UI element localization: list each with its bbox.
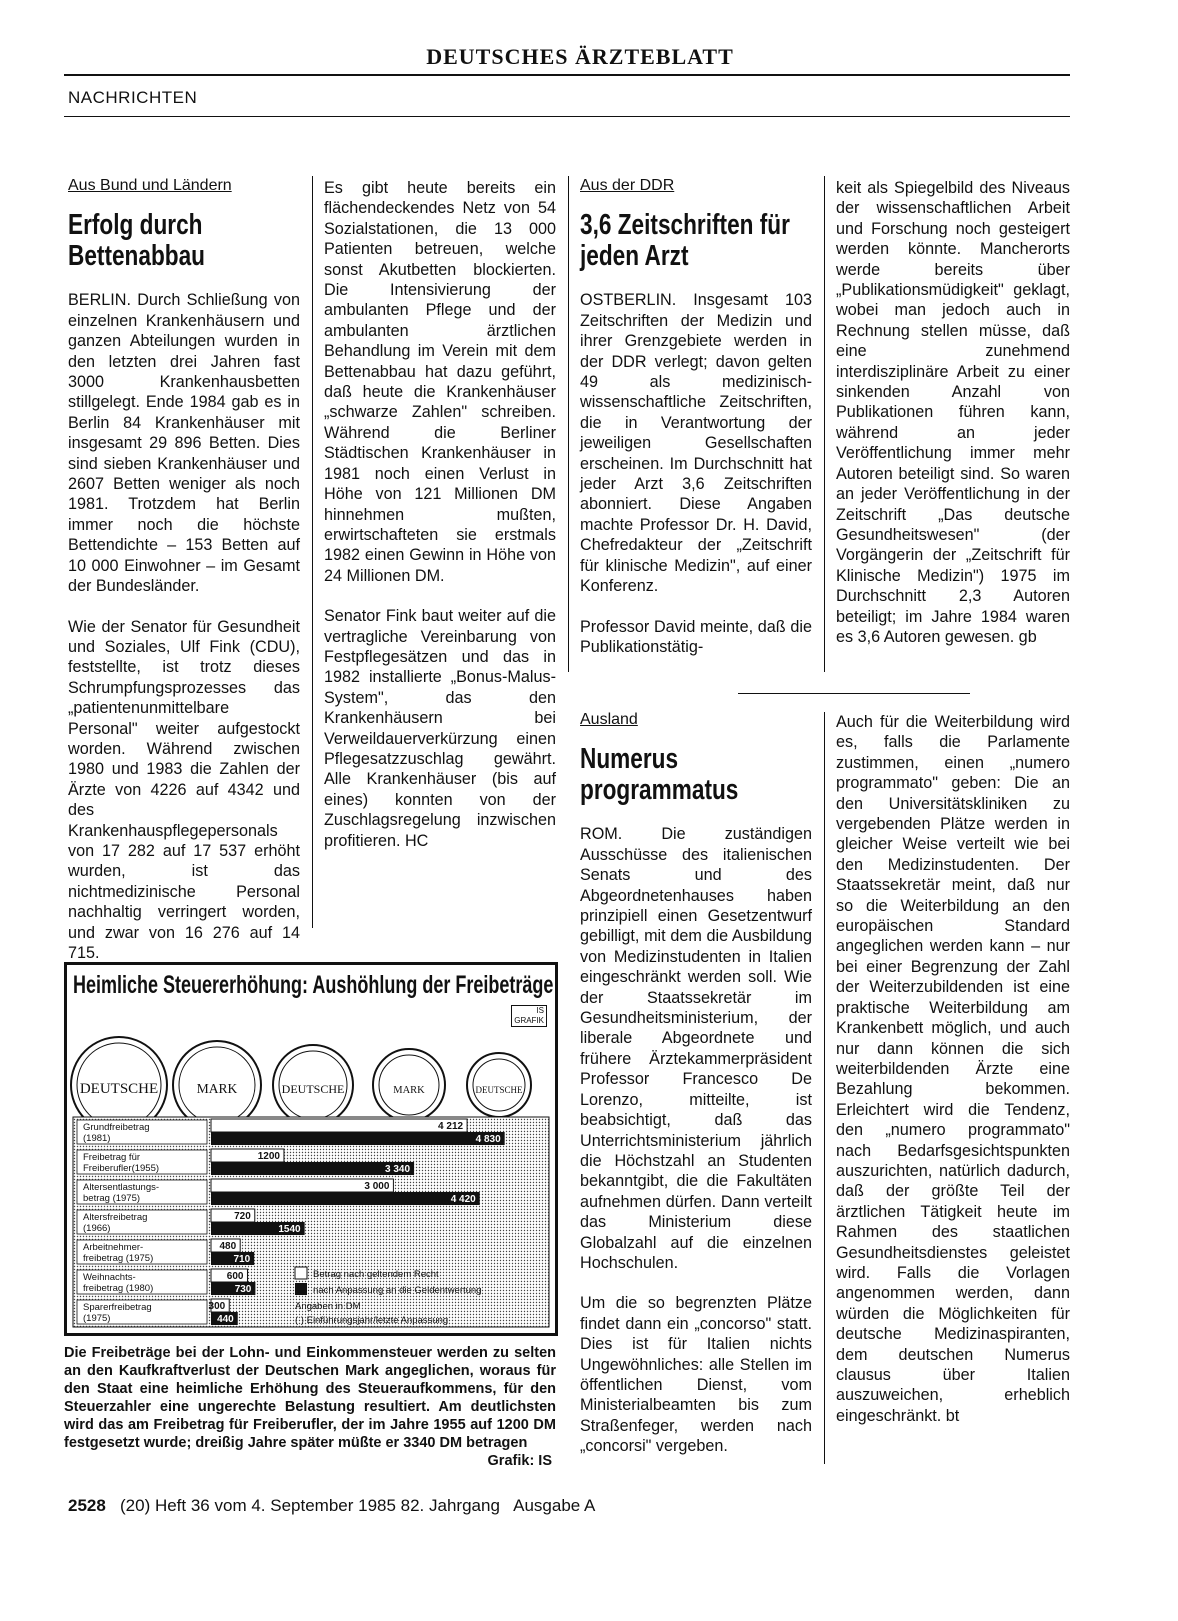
article1-paragraph: Es gibt heute bereits ein flächendeckendes Netz von 54 Sozialstationen, die 13 000 Patienten betreuen, welche sonst Akutbetten blockierten. Die Intensivierung der ambulanten Pflege und der ambulanten ärztlichen Behandlung im Verein mit dem Bettenabbau hat dazu geführt, daß heute die Krankenhäuser „schwarze Zahlen" schreiben. Während die Berliner Städtischen Krankenhäuser in 1981 noch einen Verlust in Höhe von 121 Millionen DM hinnehmen mußten, erwirtschafteten sie erstmals 1982 einen Gewinn in Höhe von 24 Millionen DM.	[324, 179, 556, 585]
bar-value-label: 720	[234, 1211, 251, 1222]
category-label: Freiberufler(1955)	[83, 1163, 160, 1174]
legend-swatch-current	[295, 1267, 307, 1279]
section-rule	[64, 116, 1070, 117]
article-separator	[738, 693, 970, 694]
article1-headline: Erfolg durch Bettenabbau	[68, 209, 205, 273]
article2-column4	[836, 178, 1070, 647]
article2-headline: 3,6 Zeitschriften für jeden Arzt	[580, 209, 790, 273]
category-label: (1981)	[83, 1133, 111, 1144]
bar-value-label: 3 000	[364, 1181, 390, 1192]
bar-value-label: 300	[208, 1301, 226, 1312]
coin-text: DEUTSCHE	[281, 1082, 345, 1096]
coin-text: DEUTSCHE	[79, 1081, 159, 1097]
category-label: Grundfreibetrag	[83, 1122, 150, 1133]
bar-value-label: 440	[217, 1314, 234, 1325]
category-label: Sparerfreibetrag	[83, 1302, 152, 1313]
legend-label: Betrag nach geltendem Recht	[313, 1269, 439, 1280]
category-label: Weihnachts-	[83, 1272, 136, 1283]
bar-chart	[67, 965, 555, 1333]
category-label: Altersentlastungs-	[83, 1182, 160, 1193]
legend-label: nach Anpassung an die Geldentwertung	[313, 1285, 482, 1296]
article1-paragraph: Wie der Senator für Gesundheit und Soziales, Ulf Fink (CDU), feststellte, ist trotz dieses Schrumpfungsprozesses das „patientenunmittelbare Personal" weiter aufgestockt worden. Während zwischen 1980 und 1983 die Zahlen der Ärzte von 4226 auf 4342 und des Krankenhauspflegepersonals von 17 282 auf 17 537 erhöht wurden, ist das nichtmedizinische Personal nachhaltig verringert worden, und zwar von 16 276 auf 14 715.	[68, 617, 300, 962]
coin-text: DEUTSCHE	[475, 1085, 523, 1095]
article3-headline: Numerus programmatus	[580, 743, 739, 807]
column-divider	[824, 712, 825, 1464]
bar-value-label: 4 212	[438, 1121, 464, 1132]
masthead: DEUTSCHES ÄRZTEBLATT	[426, 44, 734, 69]
article2-paragraph: Professor David meinte, daß die Publikationstätig-	[580, 617, 812, 656]
article3-column3	[580, 710, 812, 1457]
article1-kicker: Aus Bund und Ländern	[68, 177, 232, 194]
bar-value-label: 730	[234, 1284, 252, 1295]
article2-kicker: Aus der DDR	[580, 177, 675, 194]
bar-adjusted	[211, 1132, 505, 1145]
bar-value-label: 1540	[278, 1224, 301, 1235]
page-footer	[68, 1496, 595, 1516]
article1-paragraph: Senator Fink baut weiter auf die vertragliche Vereinbarung von Festpflegesätzen und das in 1982 installierte „Bonus-Malus-System", das den Krankenhäusern bei Verweildauerverkürzung einen Pflegesatzzuschlag gewährt. Alle Krankenhäuser (bis auf eines) konnten von der Zuschlagsregelung inzwischen profitieren. HC	[324, 607, 556, 850]
masthead-rule	[64, 74, 1070, 76]
edition-info: Ausgabe A	[513, 1496, 596, 1515]
bar-value-label: 1200	[257, 1151, 280, 1162]
article2-paragraph: OSTBERLIN. Insgesamt 103 Zeitschriften der Medizin und ihrer Grenzgebiete werden in der DDR verlegt; davon gelten 49 als medizinisch-wissenschaftliche Zeitschriften, die in Verantwortung der jeweiligen Gesellschaften erscheinen. Im Durchschnitt hat jeder Arzt 3,6 Zeitschriften abonniert. Diese Angaben machte Professor Dr. H. David, Chefredakteur der „Zeitschrift für klinische Medizin", auf einer Konferenz.	[580, 291, 812, 596]
logo-text: GRAFIK	[514, 1016, 544, 1025]
coin-text: MARK	[393, 1085, 425, 1096]
legend-swatch-adjusted	[295, 1283, 307, 1295]
chart-title: Heimliche Steuererhöhung: Aushöhlung der Freibeträge	[73, 971, 554, 999]
article1-paragraph: BERLIN. Durch Schließung von einzelnen Krankenhäusern und ganzen Abteilungen wurden in den letzten drei Jahren fast 3000 Krankenhausbetten stillgelegt. Ende 1984 gab es in Berlin 84 Krankenhäuser mit insgesamt 29 896 Betten. Dies sind sieben Krankenhäuser und 2607 Betten weniger als noch 1981. Trotzdem hat Berlin immer noch die höchste Bettendichte – 153 Betten auf 10 000 Einwohner – im Gesamt der Bundesländer.	[68, 291, 300, 596]
article2-paragraph: keit als Spiegelbild des Niveaus der wissenschaftlichen Arbeit und Forschung noch gesteigert werden könnte. Mancherorts werde bereits über „Publikationsmüdigkeit" geklagt, wobei man jedoch auch in Rechnung stellen müsse, daß eine zunehmend interdisziplinäre Arbeit zu einer sinkenden Anzahl von Publikationen führen kann, während an jeder Veröffentlichung immer mehr Autoren beteiligt sind. So waren an jeder Veröffentlichung in der Zeitschrift „Das deutsche Gesundheitswesen" (der Vorgängerin der „Zeitschrift für Klinische Medizin") 1975 im Durchschnitt 2,3 Autoren beteiligt; im Jahre 1984 waren es 3,6 Autoren gewesen. gb	[836, 179, 1070, 646]
category-label: (1966)	[83, 1223, 111, 1234]
tax-allowance-graphic	[64, 962, 558, 1336]
graphic-credit: Grafik: IS	[487, 1453, 552, 1469]
bar-adjusted	[211, 1162, 414, 1175]
category-label: freibetrag (1975)	[83, 1253, 154, 1264]
caption-text: Die Freibeträge bei der Lohn- und Einkommensteuer werden zu selten an den Kaufkraftverlust der Deutschen Mark angeglichen, woraus für den Staat eine heimliche Erhöhung des Steueraufkommens, für den Steuerzahler eine ungerechte Belastung resultiert. Am deutlichsten wird das am Freibetrag für Freiberufler, der im Jahre 1955 auf 1200 DM festgesetzt wurde; dreißig Jahre später müßte er 3340 DM betragen	[64, 1345, 556, 1451]
coin-text: MARK	[196, 1081, 238, 1096]
bar-current-law	[211, 1119, 467, 1132]
article2-column3	[580, 176, 812, 657]
bar-value-label: 480	[219, 1241, 237, 1252]
legend-note: Angaben in DM	[295, 1301, 361, 1312]
legend-note: ( ) Einführungsjahr/letzte Anpassung	[295, 1315, 449, 1326]
logo-text: IS	[536, 1006, 544, 1015]
section-label: NACHRICHTEN	[68, 88, 198, 107]
article1-column1	[68, 176, 300, 963]
bar-value-label: 4 830	[475, 1134, 501, 1145]
article3-kicker: Ausland	[580, 711, 638, 728]
bar-value-label: 4 420	[450, 1194, 476, 1205]
column-divider	[824, 176, 825, 672]
article3-paragraph: Auch für die Weiterbildung wird es, falls die Parlamente zustimmen, einen „numero programmato" geben: Die an den Universitätskliniken zu vergebenden Plätze werden in gleicher Weise verteilt wie bei den Medizinstudenten. Der Staatssekretär meint, daß nur so die Weiterbildung an den europäischen Standard angeglichen werden kann – nur bei einer Begrenzung der Zahl der Weiterzubildenden ist eine praktische Weiterbildung am Krankenbett möglich, und auch nur dann können die sich weiterbildenden Ärzte eine Bezahlung bekommen. Erleichtert wird die Tendenz, den „numero programmato" nach Bedarfsgesichtspunkten auszurichten, natürlich dadurch, daß der größte Teil der ärztlichen Tätigkeit heute im Rahmen des staatlichen Gesundheitsdienstes geleistet wird. Falls die Vorlagen angenommen werden, dann würden die Möglichkeiten für deutsche Medizinaspiranten, dem deutschen Numerus clausus über Italien auszuweichen, erheblich eingeschränkt. bt	[836, 713, 1070, 1425]
issue-info: (20) Heft 36 vom 4. September 1985 82. Jahrgang	[120, 1496, 500, 1515]
column-divider	[568, 176, 569, 672]
category-label: betrag (1975)	[83, 1193, 141, 1204]
bar-value-label: 600	[226, 1271, 244, 1282]
page-number: 2528	[68, 1496, 106, 1515]
article1-column2	[324, 178, 556, 851]
article3-column4	[836, 712, 1070, 1426]
column-divider	[312, 176, 313, 928]
category-label: freibetrag (1980)	[83, 1283, 154, 1294]
graphic-caption	[64, 1344, 556, 1470]
category-label: Altersfreibetrag	[83, 1212, 148, 1223]
category-label: Freibetrag für	[83, 1152, 141, 1163]
article3-paragraph: Um die so begrenzten Plätze findet dann ein „concorso" statt. Dies ist für Italien nichts Ungewöhnliches: alle Stellen im öffentlichen Dienst, vom Ministerialbeamten bis zum Straßenfeger, werden nach „concorsi" vergeben.	[580, 1294, 812, 1456]
bar-adjusted	[211, 1192, 480, 1205]
article3-paragraph: ROM. Die zuständigen Ausschüsse des italienischen Senats und des Abgeordnetenhauses haben prinzipiell einen Gesetzentwurf gebilligt, mit dem die Ausbildung von Medizinstudenten in Italien eingeschränkt werden soll. Wie der Staatssekretär im Gesundheitsministerium, der liberale Abgeordnete und frühere Ärztekammerpräsident Professor Francesco De Lorenzo, mitteilte, ist beabsichtigt, daß das Unterrichtsministerium jährlich die Höchstzahl an Studenten bekanntgibt, die die Fakultäten aufnehmen dürfen. Dann verteilt das Ministerium diese Globalzahl auf die einzelnen Hochschulen.	[580, 825, 812, 1272]
bar-value-label: 3 340	[385, 1164, 411, 1175]
category-label: (1975)	[83, 1313, 111, 1324]
bar-value-label: 710	[233, 1254, 251, 1265]
category-label: Arbeitnehmer-	[83, 1242, 144, 1253]
